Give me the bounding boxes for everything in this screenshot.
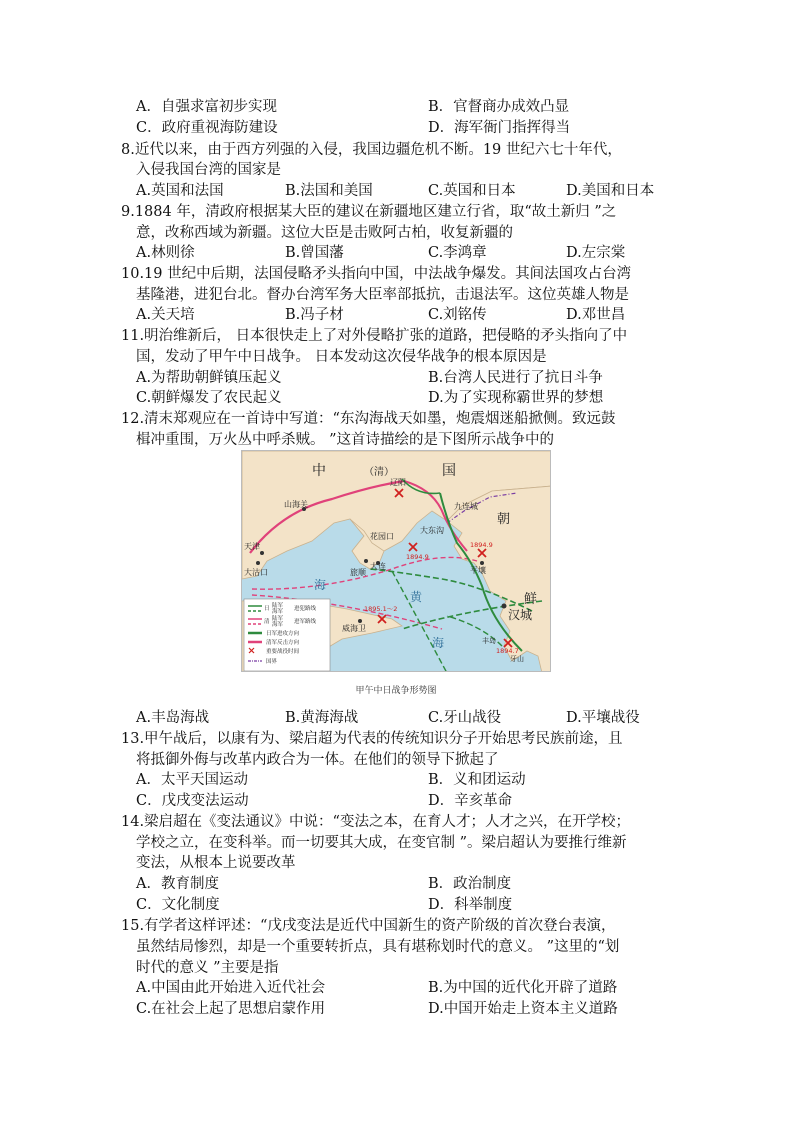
q11-option-c[interactable]: C.朝鲜爆发了农民起义 [136,390,282,406]
q15-option-a[interactable]: A.中国由此开始进入近代社会 [136,980,326,996]
q8-stem-line1: 8.近代以来，由于西方列强的入侵，我国边疆危机不断。19 世纪六七十年代， [121,142,622,158]
q9-option-b[interactable]: B.曾国藩 [285,245,344,261]
q12-option-b[interactable]: B.黄海海战 [285,710,359,726]
q9-option-a[interactable]: A.林则徐 [136,245,195,261]
q7-option-d[interactable]: D．海军衙门指挥得当 [428,120,571,136]
legend-japan-dir: 日军进攻方向 [266,631,300,637]
q10-stem-line2: 基隆港，进犯台北。督办台湾军务大臣率部抵抗，击退法军。这位英雄人物是 [136,287,629,303]
map-label-1894a: 1894.9 [406,553,429,561]
q10-option-d[interactable]: D.邓世昌 [566,307,626,323]
map-label-dadonggou: 大东沟 [420,526,444,535]
legend-border: 国界 [266,659,278,665]
battle-mark-dadonggou [409,543,417,551]
map-label-dalian: 大连 [370,562,386,571]
q14-option-a[interactable]: A．教育制度 [136,876,219,892]
q12-option-c[interactable]: C.牙山战役 [428,710,502,726]
q12-option-d[interactable]: D.平壤战役 [566,710,640,726]
map-label-china: 中 [312,463,326,479]
q15-option-c[interactable]: C.在社会上起了思想启蒙作用 [136,1001,326,1017]
map-label-xian: 鲜 [524,592,538,607]
q13-option-c[interactable]: C．戊戌变法运动 [136,793,249,809]
q15-stem-line2: 虽然结局惨烈，却是一个重要转折点，具有堪称划时代的意义。 ”这里的“划 [136,939,620,955]
q8-option-d[interactable]: D.美国和日本 [566,183,655,199]
map-label-1894b: 1894.9 [470,541,493,549]
map-label-hancheng: 汉城 [508,608,533,622]
map-label-tianjin: 天津 [244,542,260,551]
q11-option-a[interactable]: A.为帮助朝鲜镇压起义 [136,370,282,386]
legend-land-2: 陆军 [272,616,284,622]
q10-option-c[interactable]: C.刘铭传 [428,307,487,323]
q13-stem-line2: 将抵御外侮与改革内政合为一体。在他们的领导下掀起了 [136,752,499,768]
q12-option-a[interactable]: A.丰岛海战 [136,710,210,726]
q14-option-d[interactable]: D．科举制度 [428,897,513,913]
q8-stem-line2: 入侵我国台湾的国家是 [136,162,281,178]
q9-stem-line1: 9.1884 年，清政府根据某大臣的建议在新疆地区建立行省，取“故土新归 ”之 [121,204,617,220]
q9-option-d[interactable]: D.左宗棠 [566,245,626,261]
q9-option-c[interactable]: C.李鸿章 [428,245,487,261]
q10-option-a[interactable]: A.关天培 [136,307,195,323]
q13-option-d[interactable]: D．辛亥革命 [428,793,513,809]
q15-stem-line3: 时代的意义 ”主要是指 [136,960,279,976]
q14-stem-line2: 学校之立，在变科举。而一切要其大成，在变官制 ”。梁启超认为要推行维新 [136,835,627,851]
legend-navy-1: 海军 [272,609,284,615]
q14-option-c[interactable]: C．文化制度 [136,897,220,913]
q15-option-b[interactable]: B.为中国的近代化开辟了道路 [428,980,618,996]
map-label-hai1: 海 [314,578,327,592]
q13-option-a[interactable]: A．太平天国运动 [136,772,248,788]
legend-battle: 重要战役时间 [266,649,300,655]
japan-navy-route-3 [392,571,447,672]
map-label-dagukou: 大沽口 [244,568,268,577]
q15-option-d[interactable]: D.中国开始走上资本主义道路 [428,1001,618,1017]
map-legend [244,599,330,671]
legend-qing-dir: 清军反击方向 [266,640,300,646]
map-label-1894c: 1894.7 [496,647,519,655]
q11-stem-line1: 11.明治维新后， 日本很快走上了对外侵略扩张的道路，把侵略的矛头指向了中 [121,328,628,344]
q7-option-a[interactable]: A．自强求富初步实现 [136,99,277,115]
q12-stem-line2: 楫冲重围，万火丛中呼杀贼。 ”这首诗描绘的是下图所示战争中的 [136,432,555,448]
map-label-huayuankou: 花园口 [370,532,394,541]
map-label-huang: 黄 [410,590,423,604]
map-label-qing: （清） [364,467,394,478]
map-label-chao: 朝 [497,512,511,527]
map-label-jiulian: 九连城 [454,502,478,511]
sino-japanese-war-map [241,450,551,672]
q10-option-b[interactable]: B.冯子材 [285,307,344,323]
map-label-shanhaiguan: 山海关 [284,500,308,509]
map-svg [242,451,551,672]
q8-option-a[interactable]: A.英国和法国 [136,183,224,199]
q9-stem-line2: 意，改称西域为新疆。这位大臣是击败阿古柏，收复新疆的 [136,225,513,241]
map-label-yashan: 牙山 [510,655,524,663]
legend-land-1: 陆军 [272,603,284,609]
q14-stem-line1: 14.梁启超在《变法通议》中说：“变法之本，在育人才；人才之兴，在开学校； [121,814,630,830]
q11-option-b[interactable]: B.台湾人民进行了抗日斗争 [428,370,603,386]
q10-stem-line1: 10.19 世纪中后期，法国侵略矛头指向中国，中法战争爆发。其间法国攻占台湾 [121,266,632,282]
q13-stem-line1: 13.甲午战后，以康有为、梁启超为代表的传统知识分子开始思考民族前途，且 [121,731,623,747]
legend-jinjun: 进军路线 [294,619,317,625]
q7-option-c[interactable]: C．政府重视海防建设 [136,120,278,136]
q15-stem-line1: 15.有学者这样评述：“戊戌变法是近代中国新生的资产阶级的首次登台表演， [121,918,616,934]
legend-qing: 清 [264,619,270,625]
legend-japan: 日 [264,606,270,612]
q14-option-b[interactable]: B．政治制度 [428,876,512,892]
map-caption: 甲午中日战争形势图 [355,686,437,696]
map-label-weihaiwei: 威海卫 [342,624,366,633]
map-label-fengdao: 丰岛 [482,637,496,645]
q12-stem-line1: 12.清末郑观应在一首诗中写道：“东沟海战天如墨，炮震烟迷船掀侧。致远鼓 [121,411,616,427]
q8-option-b[interactable]: B.法国和美国 [285,183,373,199]
map-label-1895: 1895.1～2 [364,605,398,613]
map-label-guo: 国 [442,463,456,479]
legend-jinfan: 进犯路线 [294,606,317,612]
map-label-hai2: 海 [432,636,445,650]
map-label-lvshun: 旅顺 [350,568,366,577]
q8-option-c[interactable]: C.英国和日本 [428,183,516,199]
q11-stem-line2: 国，发动了甲午中日战争。 日本发动这次侵华战争的根本原因是 [136,349,547,365]
q7-option-b[interactable]: B．官督商办成效凸显 [428,99,570,115]
map-label-pingrang: 平壤 [470,566,486,575]
q11-option-d[interactable]: D.为了实现称霸世界的梦想 [428,390,604,406]
q13-option-b[interactable]: B．义和团运动 [428,772,526,788]
map-label-liaoyang: 辽阳 [390,478,406,487]
legend-navy-2: 海军 [272,622,284,628]
q14-stem-line3: 变法，从根本上说要改革 [136,855,296,871]
